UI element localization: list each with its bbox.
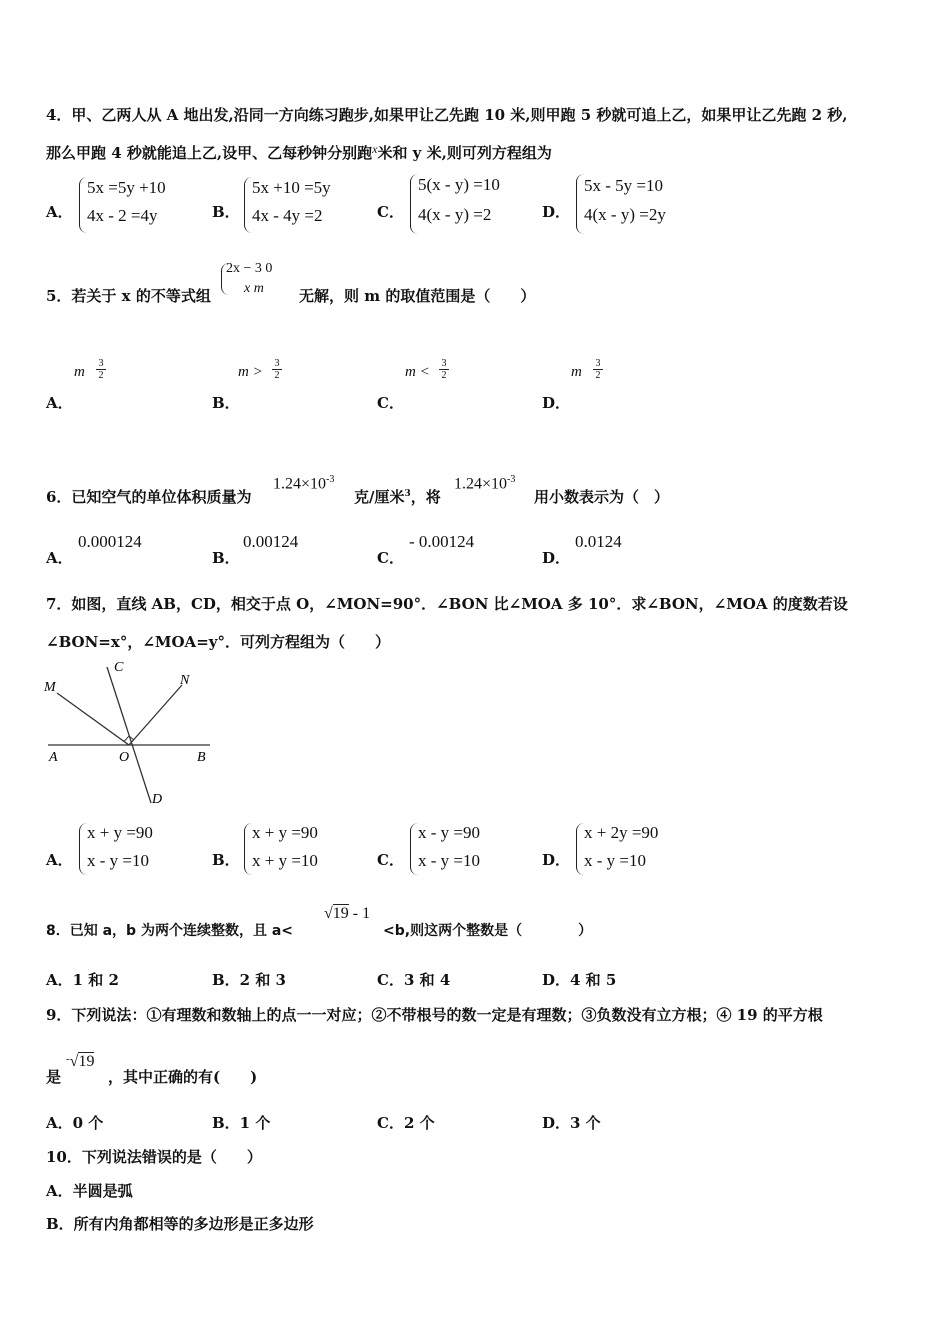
- q6-sci-1-exp: -3: [326, 474, 335, 485]
- q5-system-line2: x m: [244, 281, 264, 296]
- q8-minus-one: - 1: [352, 905, 371, 922]
- q7-option-b-eq1: x + y =90: [252, 823, 318, 842]
- q5-option-d-label[interactable]: D．: [542, 394, 571, 412]
- q8-option-d[interactable]: D．4 和 5: [542, 971, 617, 989]
- q7-option-a-eq1: x + y =90: [87, 823, 153, 842]
- q7-option-d-eq2: x - y =10: [584, 851, 646, 870]
- q4-option-c-eq2: 4(x - y) =2: [418, 205, 492, 224]
- ray-on: [129, 685, 182, 745]
- q7-option-b-eq2: x + y =10: [252, 851, 318, 870]
- q4-option-b-eq1: 5x +10 =5y: [252, 178, 331, 197]
- q4-line2b: 米和 y 米,则可列方程组为: [377, 144, 552, 162]
- q5-option-a-label[interactable]: A．: [46, 394, 73, 412]
- label-n: N: [180, 673, 190, 688]
- q5-option-a-lhs: m: [74, 364, 85, 380]
- q7-option-d-label[interactable]: D．: [542, 851, 571, 869]
- q6-option-b-value: 0.00124: [243, 532, 299, 551]
- q5-option-d-num: 3: [593, 358, 603, 370]
- q9-option-a[interactable]: A．0 个: [46, 1114, 104, 1132]
- q7-line1: 7．如图，直线 AB，CD，相交于点 O，∠MON=90°．∠BON 比∠MOA 多 10°．求∠BON，∠MOA 的度数若设: [46, 595, 848, 613]
- q9-text-b: ，其中正确的有( ): [108, 1068, 258, 1086]
- q8-option-a[interactable]: A．1 和 2: [46, 971, 119, 989]
- q7-option-a-label[interactable]: A．: [46, 851, 73, 869]
- q4-option-c-label[interactable]: C．: [377, 203, 404, 221]
- q7-figure: [40, 655, 220, 810]
- q4-line2: [46, 142, 552, 163]
- q4-option-d-eq1: 5x - 5y =10: [584, 176, 663, 195]
- sqrt-icon: √: [69, 1053, 79, 1070]
- q5-option-b-den: 2: [274, 370, 280, 381]
- q7-option-c-eq1: x - y =90: [418, 823, 480, 842]
- q7-line2: ∠BON=x°，∠MOA=y°．可列方程组为（ ）: [46, 633, 390, 651]
- q4-option-a-eq2: 4x - 2 =4y: [87, 206, 158, 225]
- q6-text-b: [354, 486, 441, 507]
- q8-expression: [324, 905, 370, 923]
- label-a: A: [49, 750, 58, 765]
- q4-line1: 4．甲、乙两人从 A 地出发,沿同一方向练习跑步,如果甲让乙先跑 10 米,则甲跑 5 秒就可追上乙，如果甲让乙先跑 2 秒,: [46, 106, 848, 124]
- q8-text-b: <b,则这两个整数是（ ）: [383, 923, 593, 939]
- q6-text-a: 6．已知空气的单位体积质量为: [46, 488, 252, 506]
- q5-option-b-num: 3: [272, 358, 282, 370]
- q5-text-a: 5．若关于 x 的不等式组: [46, 287, 211, 305]
- label-o: O: [119, 750, 130, 765]
- q5-option-c-den: 2: [441, 370, 447, 381]
- q9-text-a: 是: [46, 1068, 62, 1086]
- q9-option-d[interactable]: D．3 个: [542, 1114, 601, 1132]
- q6-option-c-value: - 0.00124: [409, 532, 475, 551]
- q5-option-a-fraction: [96, 358, 106, 381]
- q6-sci-2-exp: -3: [507, 474, 516, 485]
- label-d: D: [152, 792, 163, 807]
- q7-option-d-eq1: x + 2y =90: [584, 823, 659, 842]
- q5-option-d-den: 2: [595, 370, 601, 381]
- q6-sci-2-base: 1.24×10: [454, 475, 508, 493]
- q7-option-c-label[interactable]: C．: [377, 851, 404, 869]
- q7-option-b-label[interactable]: B．: [212, 851, 240, 869]
- q9-neg-sqrt: [66, 1053, 94, 1071]
- q4-line2a: 那么甲跑 4 秒就能追上乙,设甲、乙每秒钟分别跑: [46, 144, 373, 162]
- q6-unit: 克/厘米: [354, 488, 405, 506]
- q5-option-b-lhs: m >: [238, 364, 263, 380]
- q5-text-b: 无解，则 m 的取值范围是（ ）: [299, 287, 536, 305]
- q5-option-a-num: 3: [96, 358, 106, 370]
- label-b: B: [197, 750, 206, 765]
- q4-option-b-label[interactable]: B．: [212, 203, 240, 221]
- q5-option-c-lhs: m <: [405, 364, 430, 380]
- label-m: M: [44, 680, 56, 695]
- q5-option-a-den: 2: [98, 370, 104, 381]
- label-c: C: [114, 660, 124, 675]
- q6-option-a-label[interactable]: A．: [46, 549, 73, 567]
- q6-sci-1-base: 1.24×10: [273, 475, 327, 493]
- q6-sci-2: [454, 474, 515, 493]
- q6-text-d: 用小数表示为（ ）: [534, 488, 670, 506]
- q7-option-a-eq2: x - y =10: [87, 851, 149, 870]
- q6-option-b-label[interactable]: B．: [212, 549, 240, 567]
- q10-option-a[interactable]: A．半圆是弧: [46, 1182, 133, 1200]
- q4-option-b-eq2: 4x - 4y =2: [252, 206, 323, 225]
- q6-option-d-label[interactable]: D．: [542, 549, 571, 567]
- q4-var-x: x: [372, 142, 378, 156]
- q5-option-c-label[interactable]: C．: [377, 394, 404, 412]
- q6-sci-1: [273, 474, 334, 493]
- q8-option-c[interactable]: C．3 和 4: [377, 971, 451, 989]
- q8-option-b[interactable]: B．2 和 3: [212, 971, 286, 989]
- q9-option-b[interactable]: B．1 个: [212, 1114, 271, 1132]
- line-cd: [107, 667, 151, 803]
- q8-text-a: 8．已知 a，b 为两个连续整数，且 a<: [46, 923, 294, 939]
- q5-option-c-fraction: [439, 358, 449, 381]
- q6-unit-exp: 3: [404, 489, 411, 499]
- q4-option-d-eq2: 4(x - y) =2y: [584, 205, 666, 224]
- q6-text-c: ，将: [410, 488, 441, 506]
- q6-option-c-label[interactable]: C．: [377, 549, 404, 567]
- q8-radicand: 19: [332, 905, 349, 922]
- q9-neg: -: [66, 1053, 70, 1065]
- q10-option-b[interactable]: B．所有内角都相等的多边形是正多边形: [46, 1215, 314, 1233]
- q9-line1: 9．下列说法：①有理数和数轴上的点一一对应；②不带根号的数一定是有理数；③负数没有立方根；④ 19 的平方根: [46, 1006, 823, 1024]
- q9-radicand: 19: [78, 1053, 95, 1070]
- q5-option-d-fraction: [593, 358, 603, 381]
- q4-option-a-eq1: 5x =5y +10: [87, 178, 166, 197]
- q4-option-d-label[interactable]: D．: [542, 203, 571, 221]
- q5-option-d-lhs: m: [571, 364, 582, 380]
- q5-system-line1: 2x − 3 0: [226, 261, 273, 276]
- q4-option-c-eq1: 5(x - y) =10: [418, 175, 500, 194]
- q10-line1: 10．下列说法错误的是（ ）: [46, 1148, 262, 1166]
- q4-option-a-label[interactable]: A．: [46, 203, 73, 221]
- q6-option-d-value: 0.0124: [575, 532, 622, 551]
- sqrt-icon: √: [324, 905, 333, 922]
- q5-option-c-num: 3: [439, 358, 449, 370]
- q6-option-a-value: 0.000124: [78, 532, 142, 551]
- q5-option-b-fraction: [272, 358, 282, 381]
- q7-option-c-eq2: x - y =10: [418, 851, 480, 870]
- q5-option-b-label[interactable]: B．: [212, 394, 240, 412]
- q9-option-c[interactable]: C．2 个: [377, 1114, 435, 1132]
